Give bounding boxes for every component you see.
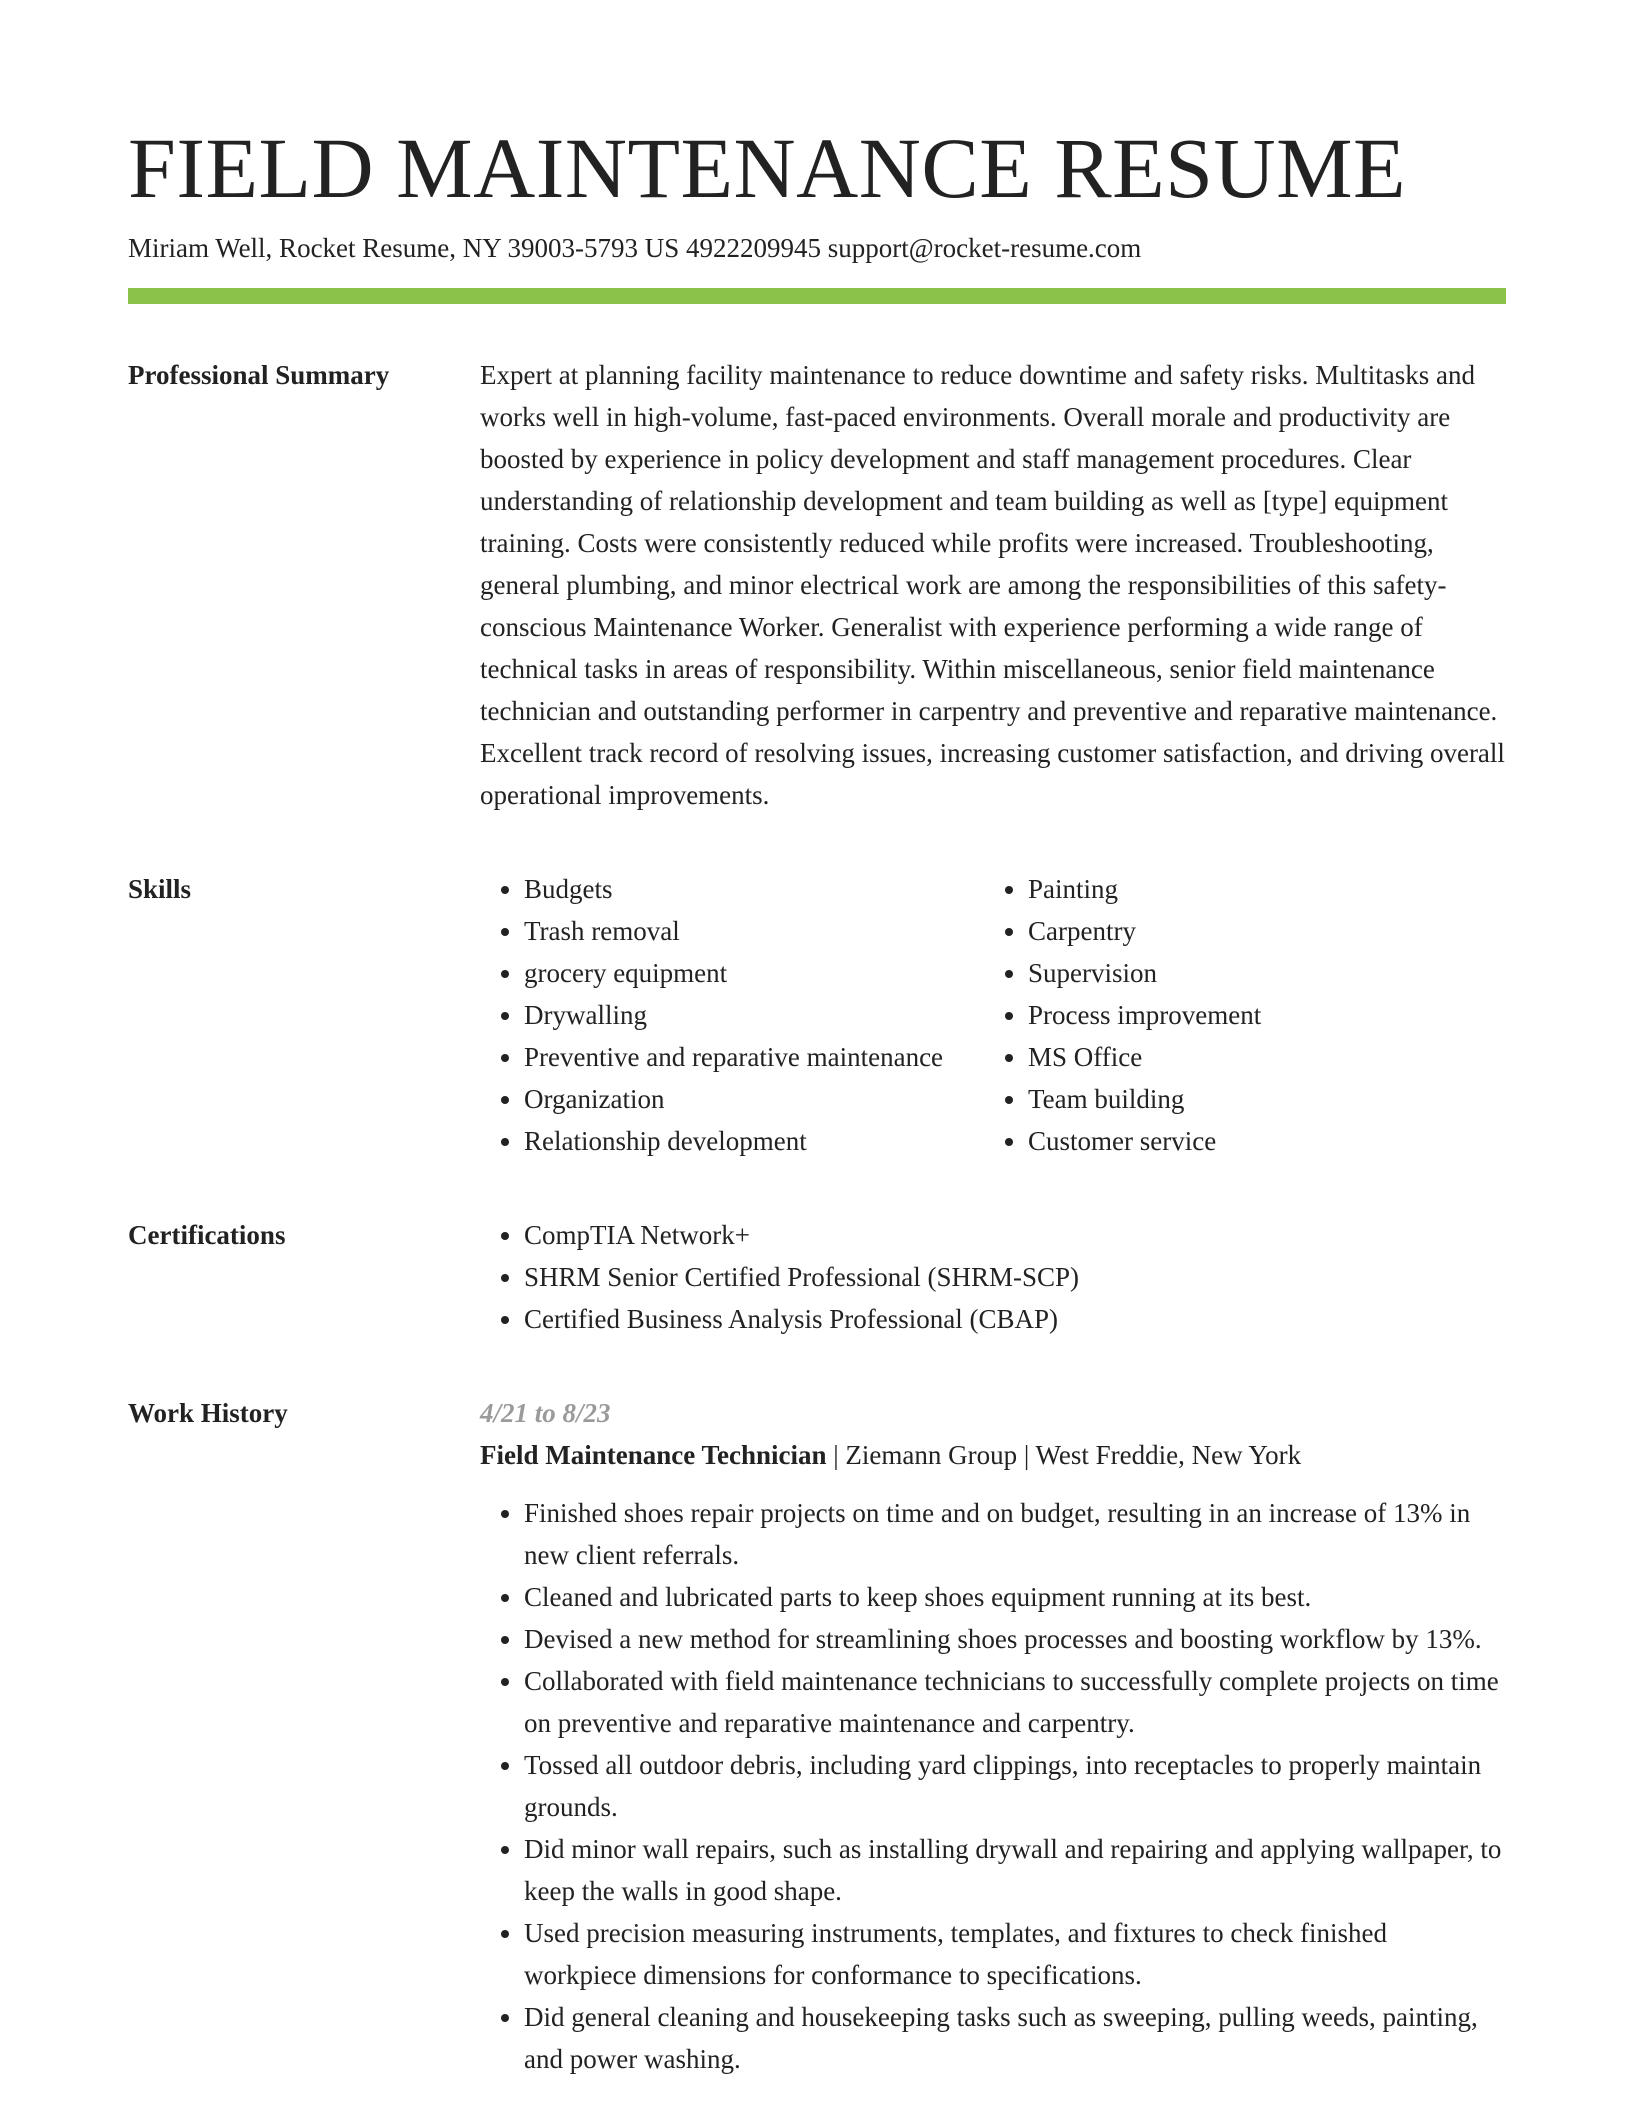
certification-item: • CompTIA Network+	[524, 1214, 1506, 1256]
certification-item: • Certified Business Analysis Professional (CBAP)	[524, 1298, 1506, 1340]
job-bullet: • Finished shoes repair projects on time and on budget, resulting in an increase of 13% in new client referrals.	[524, 1492, 1506, 1576]
certification-item: • SHRM Senior Certified Professional (SHRM-SCP)	[524, 1256, 1506, 1298]
skill-item: • Supervision	[1028, 952, 1506, 994]
section-label-certifications: Certifications	[128, 1220, 286, 1250]
contact-line: Miriam Well, Rocket Resume, NY 39003-5793 US 4922209945 support@rocket-resume.com	[128, 233, 1142, 263]
summary-section	[128, 354, 1506, 816]
certifications-list	[480, 1214, 1506, 1340]
skill-item: • Preventive and reparative maintenance	[524, 1036, 984, 1078]
job-company-location: | Ziemann Group | West Freddie, New York	[826, 1440, 1302, 1470]
job-bullet: • Devised a new method for streamlining shoes processes and boosting workflow by 13%.	[524, 1618, 1506, 1660]
resume-title: FIELD MAINTENANCE RESUME	[128, 120, 1407, 216]
job-bullet: • Cleaned and lubricated parts to keep shoes equipment running at its best.	[524, 1576, 1506, 1618]
section-label-work-history: Work History	[128, 1398, 288, 1428]
job-bullet: • Collaborated with field maintenance technicians to successfully complete projects on time on preventive and reparative maintenance and carpentry.	[524, 1660, 1506, 1744]
section-label-summary: Professional Summary	[128, 360, 390, 390]
resume-page	[128, 118, 1506, 2080]
skills-section	[128, 868, 1506, 1162]
skill-item: • Organization	[524, 1078, 984, 1120]
summary-text: Expert at planning facility maintenance to reduce downtime and safety risks. Multitasks and works well in high-volume, fast-paced environments. Overall morale and productivity are boosted by experience in policy development and staff management procedures. Clear understanding of relationship development and team building as well as [type] equipment training. Costs were consistently reduced while profits were increased. Troubleshooting, general plumbing, and minor electrical work are among the responsibilities of this safety-conscious Maintenance Worker. Generalist with experience performing a wide range of technical tasks in areas of responsibility. Within miscellaneous, senior field maintenance technician and outstanding performer in carpentry and preventive and reparative maintenance. Excellent track record of resolving issues, increasing customer satisfaction, and driving overall operational improvements.	[480, 360, 1505, 810]
accent-divider	[128, 288, 1506, 304]
job-bullet: • Did general cleaning and housekeeping tasks such as sweeping, pulling weeds, painting, and power washing.	[524, 1996, 1506, 2080]
job-dates: 4/21 to 8/23	[480, 1398, 611, 1428]
skills-list-left	[480, 868, 984, 1162]
skill-item: • Budgets	[524, 868, 984, 910]
skill-item: • grocery equipment	[524, 952, 984, 994]
work-history-section	[128, 1392, 1506, 2080]
skill-item: • Customer service	[1028, 1120, 1506, 1162]
certifications-section	[128, 1214, 1506, 1340]
skill-item: • Process improvement	[1028, 994, 1506, 1036]
skill-item: • Painting	[1028, 868, 1506, 910]
job-bullet: • Used precision measuring instruments, templates, and fixtures to check finished workpiece dimensions for conformance to specifications.	[524, 1912, 1506, 1996]
job-title: Field Maintenance Technician	[480, 1440, 827, 1470]
job-bullet: • Did minor wall repairs, such as installing drywall and repairing and applying wallpaper, to keep the walls in good shape.	[524, 1828, 1506, 1912]
skill-item: • Drywalling	[524, 994, 984, 1036]
skill-item: • Carpentry	[1028, 910, 1506, 952]
job-heading	[480, 1434, 1506, 1476]
skill-item: • Team building	[1028, 1078, 1506, 1120]
section-label-skills: Skills	[128, 874, 192, 904]
job-bullets	[480, 1492, 1506, 2080]
skill-item: • Relationship development	[524, 1120, 984, 1162]
job-bullet: • Tossed all outdoor debris, including yard clippings, into receptacles to properly maintain grounds.	[524, 1744, 1506, 1828]
skills-list-right	[984, 868, 1506, 1162]
skill-item: • Trash removal	[524, 910, 984, 952]
skill-item: • MS Office	[1028, 1036, 1506, 1078]
